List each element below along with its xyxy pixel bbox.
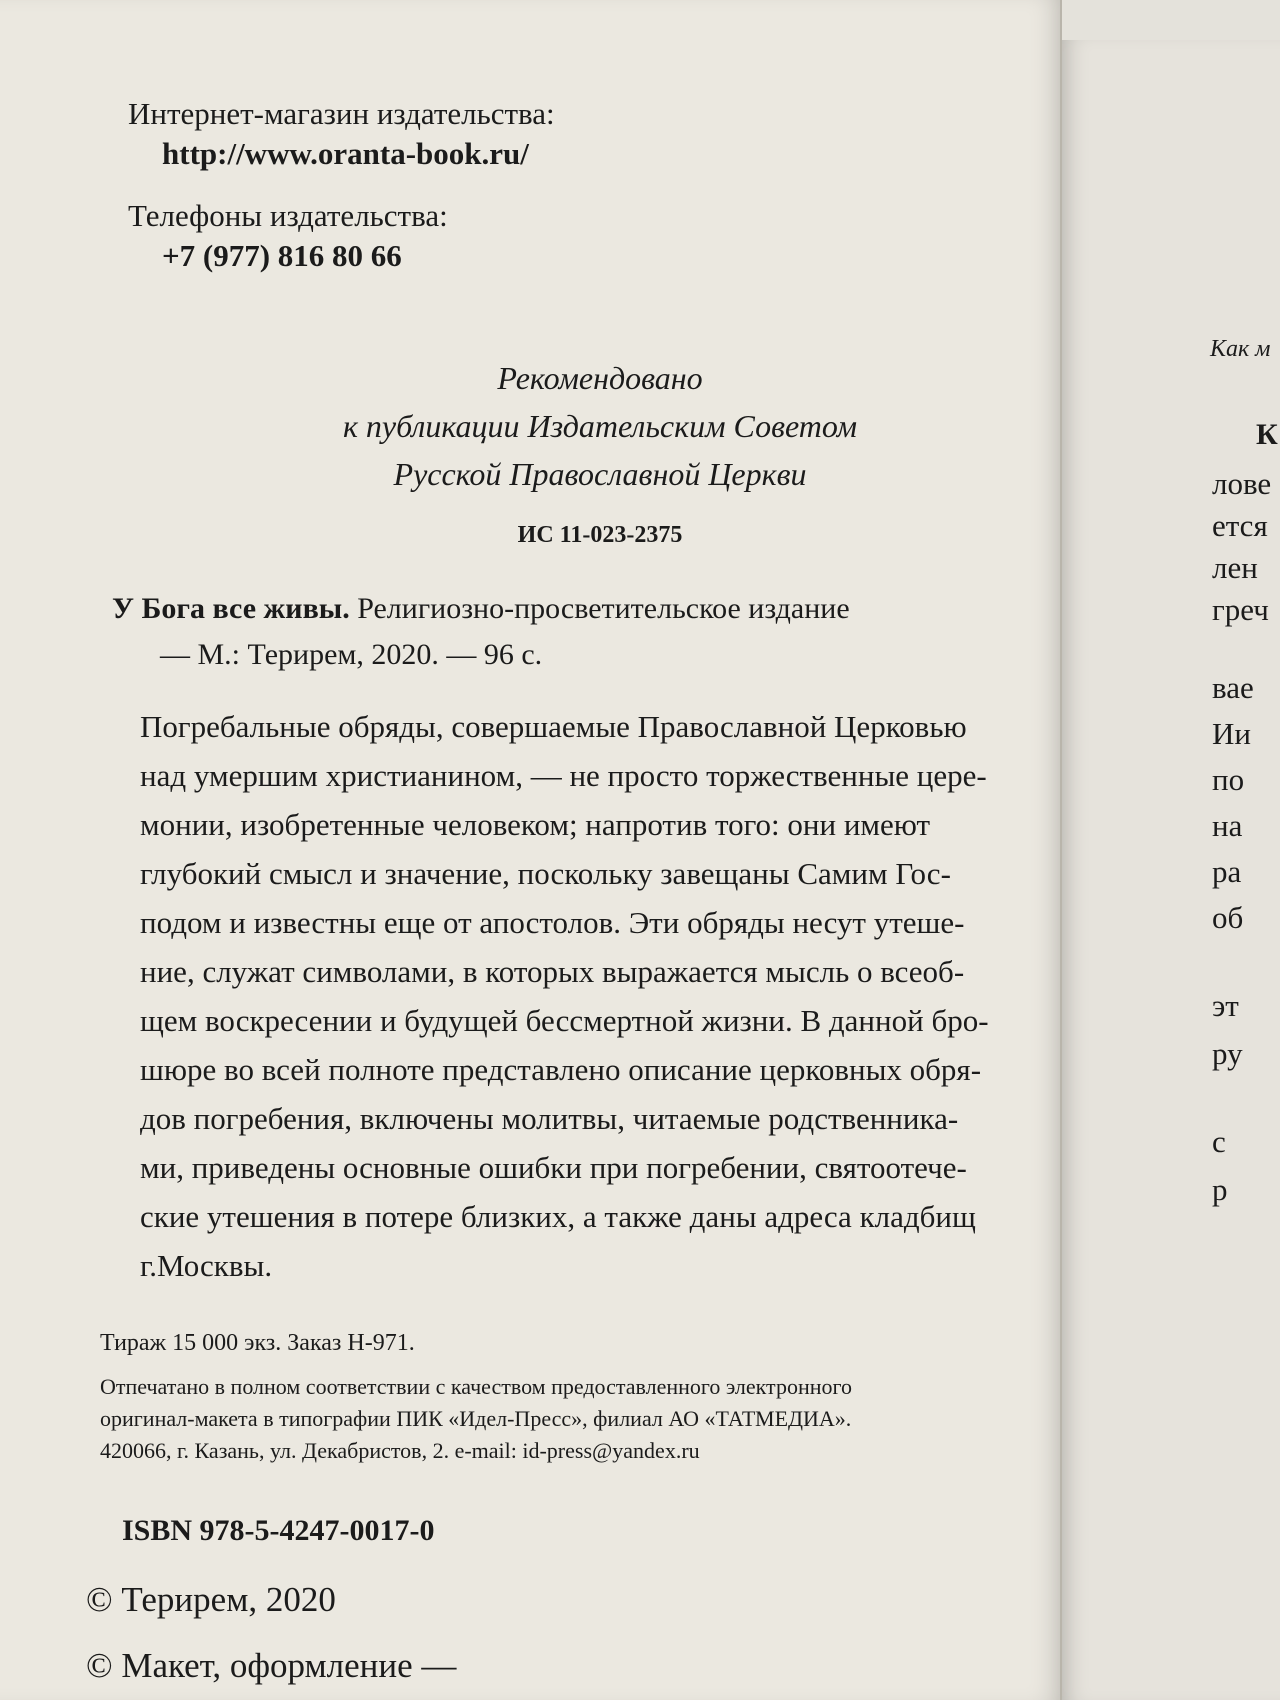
annotation-line: глубокий смысл и значение, поскольку завещаны Самим Гос- bbox=[140, 856, 951, 891]
text-fragment: греч bbox=[1212, 592, 1269, 627]
text-fragment: ру bbox=[1212, 1036, 1243, 1071]
annotation-line: шюре во всей полноте представлено описание церковных обря- bbox=[140, 1052, 982, 1087]
phone-number: +7 (977) 816 80 66 bbox=[162, 238, 402, 273]
annotation-line: над умершим христианином, — не просто торжественные цере- bbox=[140, 758, 987, 793]
text-fragment: с bbox=[1212, 1124, 1226, 1159]
recommendation-line-3: Русской Православной Церкви bbox=[393, 456, 807, 492]
book-title: У Бога все живы. bbox=[112, 592, 350, 625]
recommendation-line-2: к публикации Издательским Советом bbox=[342, 408, 858, 444]
right-page bbox=[1062, 40, 1280, 1700]
annotation-line: монии, изобретенные человеком; напротив того: они имеют bbox=[140, 807, 931, 842]
text-fragment: ра bbox=[1212, 854, 1242, 889]
heading-fragment: К bbox=[1256, 418, 1278, 451]
text-fragment: вае bbox=[1212, 670, 1254, 705]
annotation-line: г.Москвы. bbox=[140, 1248, 273, 1283]
bibliographic-entry bbox=[112, 592, 1042, 626]
text-fragment: лове bbox=[1212, 466, 1272, 501]
text-fragment: на bbox=[1212, 808, 1243, 843]
annotation-line: Погребальные обряды, совершаемые Православной Церковью bbox=[140, 709, 967, 744]
phones-label: Телефоны издательства: bbox=[128, 198, 448, 233]
copyright-line-1: © Терирем, 2020 bbox=[86, 1580, 336, 1619]
text-fragment: лен bbox=[1212, 550, 1258, 585]
text-fragment: ется bbox=[1212, 508, 1268, 543]
text-fragment: Ии bbox=[1212, 716, 1251, 751]
text-fragment: эт bbox=[1212, 988, 1239, 1023]
book-subtitle: Религиозно-просветительское издание bbox=[357, 592, 850, 625]
annotation-line: ми, приведены основные ошибки при погребении, святоотече- bbox=[140, 1150, 967, 1185]
printer-line-3: 420066, г. Казань, ул. Декабристов, 2. e-mail: id-press@yandex.ru bbox=[100, 1438, 700, 1463]
text-fragment: р bbox=[1212, 1172, 1228, 1207]
printer-line-1: Отпечатано в полном соответствии с качеством предоставленного электронного bbox=[100, 1374, 852, 1399]
annotation bbox=[140, 702, 1060, 1290]
annotation-line: щем воскресении и будущей бессмертной жизни. В данной бро- bbox=[140, 1003, 989, 1038]
annotation-line: подом и известны еще от апостолов. Эти обряды несут утеше- bbox=[140, 905, 965, 940]
annotation-line: ние, служат символами, в которых выражается мысль о всеоб- bbox=[140, 954, 965, 989]
approval-code: ИС 11-023-2375 bbox=[517, 522, 683, 548]
text-fragment: по bbox=[1212, 762, 1245, 797]
annotation-line: дов погребения, включены молитвы, читаемые родственника- bbox=[140, 1101, 959, 1136]
shop-label: Интернет-магазин издательства: bbox=[128, 96, 555, 131]
isbn: ISBN 978-5-4247-0017-0 bbox=[122, 1514, 435, 1547]
printer-line-2: оригинал-макета в типографии ПИК «Идел-Пресс», филиал АО «ТАТМЕДИА». bbox=[100, 1406, 852, 1431]
text-fragment: об bbox=[1212, 900, 1244, 935]
recommendation-line-1: Рекомендовано bbox=[497, 360, 703, 396]
running-head: Как м bbox=[1210, 336, 1271, 362]
shop-url: http://www.oranta-book.ru/ bbox=[162, 136, 529, 171]
print-run: Тираж 15 000 экз. Заказ Н-971. bbox=[100, 1330, 415, 1356]
copyright-line-2: © Макет, оформление — bbox=[86, 1646, 457, 1685]
bibliographic-imprint: — М.: Терирем, 2020. — 96 с. bbox=[160, 638, 543, 671]
annotation-line: ские утешения в потере близких, а также даны адреса кладбищ bbox=[140, 1199, 976, 1234]
